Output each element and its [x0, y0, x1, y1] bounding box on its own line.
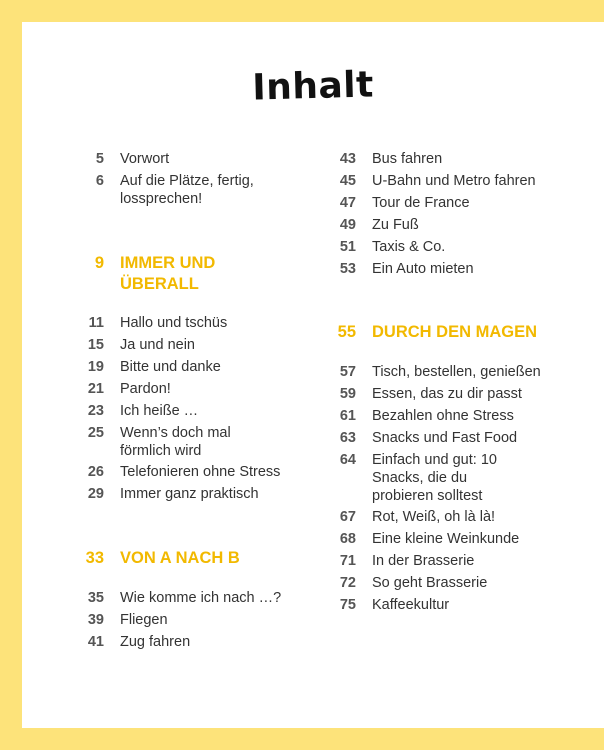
- page-number: 21: [87, 381, 104, 397]
- page-number: 57: [339, 364, 356, 380]
- page-number: 23: [87, 403, 104, 419]
- entry-title: Taxis & Co.: [372, 239, 446, 255]
- entry-title: In der Brasserie: [372, 553, 475, 569]
- page-number: 55: [337, 323, 356, 341]
- page-number: 45: [339, 173, 356, 189]
- entry-title: Bezahlen ohne Stress: [372, 408, 514, 424]
- entry-title: Fliegen: [120, 612, 168, 628]
- page-number: 5: [95, 151, 104, 167]
- entry-title: Einfach und gut: 10 Snacks, die du probieren solltest: [372, 452, 497, 504]
- entry-title: Rot, Weiß, oh là là!: [372, 509, 496, 525]
- section-title: VON A NACH B: [120, 549, 240, 567]
- entry-title: Ich heiße …: [120, 403, 199, 419]
- page-number: 51: [339, 239, 356, 255]
- entry-title: U-Bahn und Metro fahren: [372, 173, 536, 189]
- entry-title: Zug fahren: [120, 634, 191, 650]
- entry-title: Wenn’s doch mal förmlich wird: [120, 425, 231, 459]
- page-number: 59: [339, 386, 356, 402]
- page-number: 26: [87, 464, 104, 480]
- page-number: 53: [339, 261, 356, 277]
- entry-title: Vorwort: [120, 151, 170, 167]
- page-number: 15: [87, 337, 104, 353]
- entry-title: Auf die Plätze, fertig, lossprechen!: [120, 173, 254, 207]
- page-number: 25: [87, 425, 104, 441]
- page-number: 72: [339, 575, 356, 591]
- section-title: IMMER UND ÜBERALL: [120, 254, 216, 293]
- entry-title: Bus fahren: [372, 151, 443, 167]
- page-number: 41: [87, 634, 104, 650]
- page-number: 71: [339, 553, 356, 569]
- page-number: 68: [339, 531, 356, 547]
- entry-title: Wie komme ich nach …?: [120, 590, 282, 606]
- page-number: 61: [339, 408, 356, 424]
- entry-title: Ein Auto mieten: [372, 261, 474, 277]
- entry-title: Ja und nein: [120, 337, 195, 353]
- page-title: Inhalt: [251, 64, 375, 109]
- entry-title: Zu Fuß: [372, 217, 419, 233]
- entry-title: Immer ganz praktisch: [120, 486, 259, 502]
- entry-title: Hallo und tschüs: [120, 315, 228, 331]
- page-number: 11: [88, 315, 104, 331]
- entry-title: Eine kleine Weinkunde: [372, 531, 520, 547]
- page-number: 49: [339, 217, 356, 233]
- page-number: 35: [87, 590, 104, 606]
- entry-title: Snacks und Fast Food: [372, 430, 518, 446]
- page-number: 29: [87, 486, 104, 502]
- entry-title: Bitte und danke: [120, 359, 221, 375]
- page-number: 75: [339, 597, 356, 613]
- entry-title: Pardon!: [120, 381, 171, 397]
- page-number: 9: [94, 254, 104, 272]
- page-number: 43: [339, 151, 356, 167]
- entry-title: Essen, das zu dir passt: [372, 386, 522, 402]
- page-number: 39: [87, 612, 104, 628]
- page-number: 63: [339, 430, 356, 446]
- page: [22, 22, 604, 728]
- entry-title: So geht Brasserie: [372, 575, 488, 591]
- page-number: 6: [95, 173, 104, 189]
- page-number: 19: [87, 359, 104, 375]
- page-number: 64: [339, 452, 356, 468]
- entry-title: Telefonieren ohne Stress: [120, 464, 281, 480]
- entry-title: Tisch, bestellen, genießen: [372, 364, 541, 380]
- entry-title: Kaffeekultur: [372, 597, 450, 613]
- page-number: 67: [339, 509, 356, 525]
- page-number: 47: [339, 195, 356, 211]
- section-title: DURCH DEN MAGEN: [372, 323, 537, 341]
- page-number: 33: [85, 549, 104, 567]
- entry-title: Tour de France: [372, 195, 470, 211]
